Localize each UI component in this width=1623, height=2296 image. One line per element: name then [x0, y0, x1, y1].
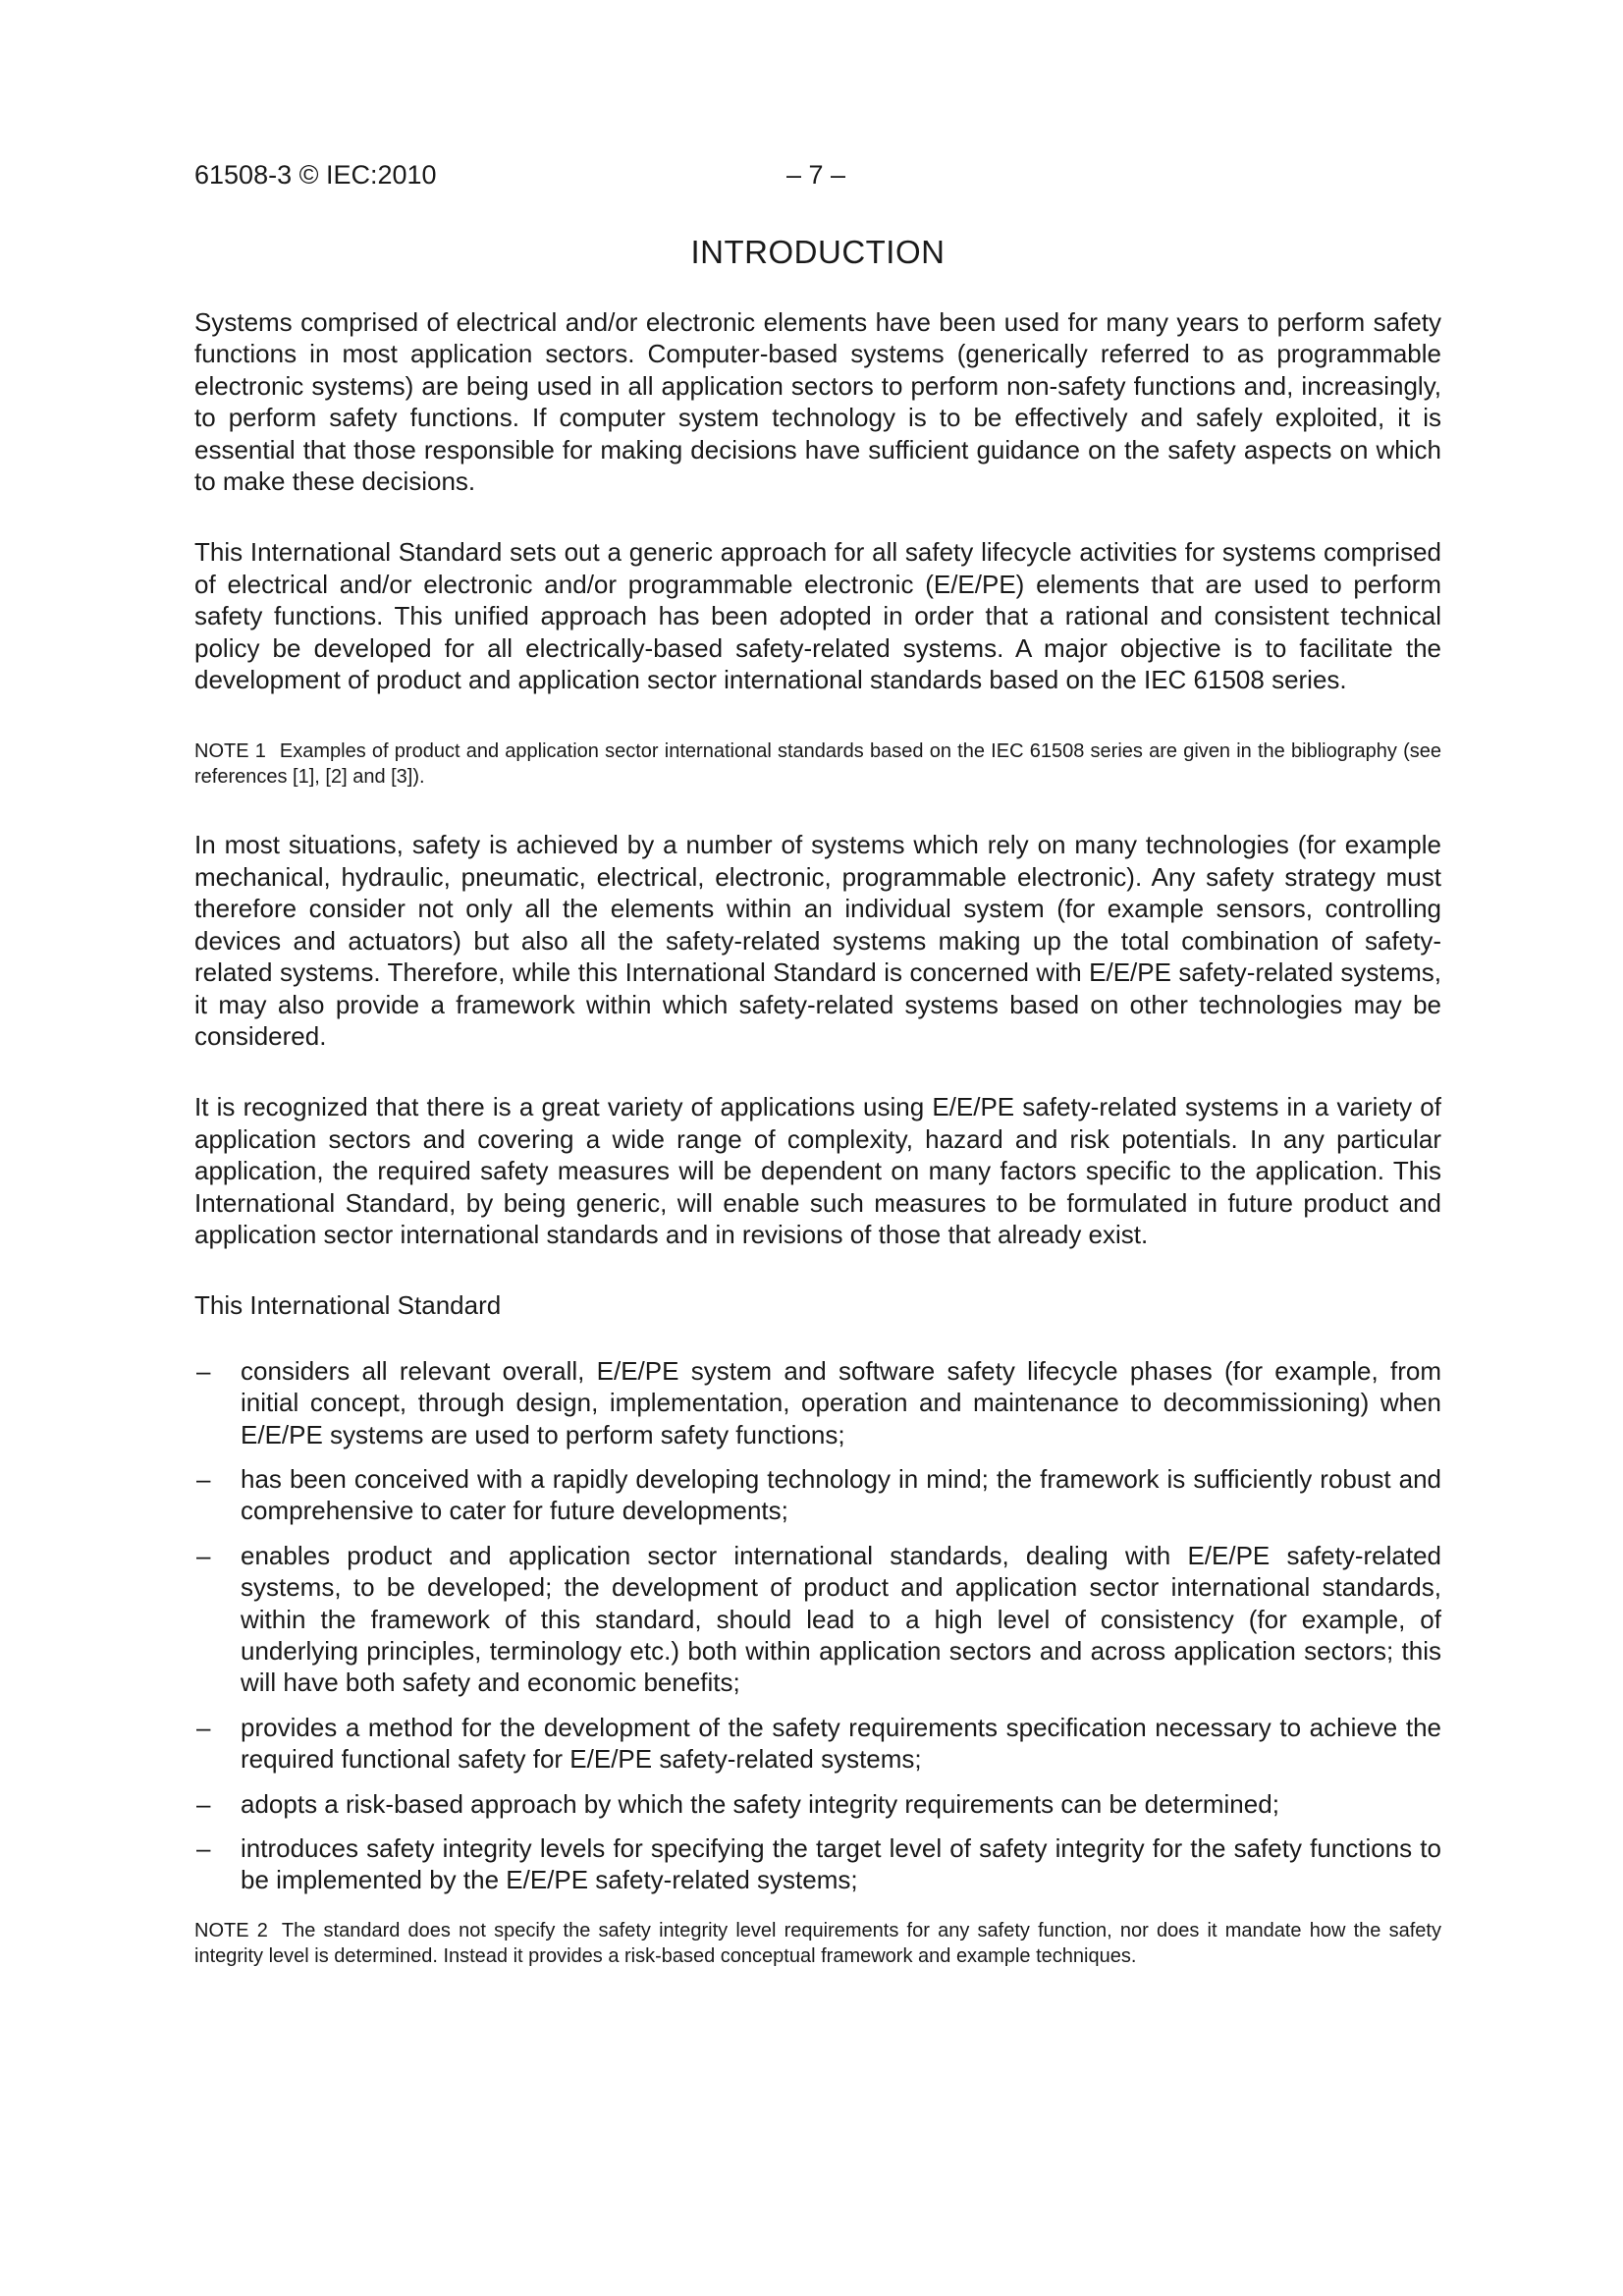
- dash-bullet: –: [196, 1788, 211, 1819]
- dash-bullet: –: [196, 1712, 211, 1742]
- paragraph: Systems comprised of electrical and/or electronic elements have been used for many years to perform safety functions in most application sectors. Computer-based systems (generically referred to as programmable electronic systems) are being used in all application sectors to perform non-safety functions and, increasingly, to perform safety functions. If computer system technology is to be effectively and safely exploited, it is essential that those responsible for making decisions have sufficient guidance on the safety aspects on which to make these decisions.: [194, 307, 1441, 497]
- dash-bullet: –: [196, 1355, 211, 1386]
- paragraph: In most situations, safety is achieved by a number of systems which rely on many technologies (for example mechanical, hydraulic, pneumatic, electrical, electronic, programmable electronic). Any safety strategy must therefore consider not only all the elements within an individual system (for example sensors, controlling devices and actuators) but also all the safety-related systems making up the total combination of safety-related systems. Therefore, while this International Standard is concerned with E/E/PE safety-related systems, it may also provide a framework within which safety-related systems based on other technologies may be considered.: [194, 830, 1441, 1051]
- document-body: [194, 306, 1441, 1969]
- document-id: 61508-3 © IEC:2010: [194, 160, 437, 190]
- list-item-text: enables product and application sector international standards, dealing with E/E/PE safety-related systems, to be developed; the development of product and application sector international standards, within the framework of this standard, should lead to a high level of consistency (for example, of underlying principles, terminology etc.) both within application sectors and across application sectors; this will have both safety and economic benefits;: [241, 1540, 1441, 1698]
- bulleted-list: [194, 1355, 1441, 1896]
- list-item-text: provides a method for the development of the safety requirements specification necessary to achieve the required functional safety for E/E/PE safety-related systems;: [241, 1712, 1441, 1775]
- note-label: NOTE 1: [194, 740, 266, 763]
- list-item-text: has been conceived with a rapidly developing technology in mind; the framework is sufficiently robust and comprehensive to cater for future developments;: [241, 1463, 1441, 1526]
- list-item-text: adopts a risk-based approach by which the safety integrity requirements can be determined;: [241, 1788, 1279, 1819]
- dash-bullet: –: [196, 1463, 211, 1494]
- list-item: [194, 1355, 1441, 1450]
- note-text: The standard does not specify the safety integrity level requirements for any safety function, nor does it mandate how the safety integrity level is determined. Instead it provides a risk-based conceptual framework and example techniques.: [194, 1919, 1441, 1967]
- list-item-text: considers all relevant overall, E/E/PE system and software safety lifecycle phases (for example, from initial concept, through design, implementation, operation and maintenance to decommissioning) when E/E/PE systems are used to perform safety functions;: [241, 1355, 1441, 1449]
- note-text: Examples of product and application sector international standards based on the IEC 61508 series are given in the bibliography (see references [1], [2] and [3]).: [194, 740, 1441, 789]
- dash-bullet: –: [196, 1833, 211, 1864]
- paragraph: It is recognized that there is a great variety of applications using E/E/PE safety-related systems in a variety of application sectors and covering a wide range of complexity, hazard and risk potentials. In any particular application, the required safety measures will be dependent on many factors specific to the application. This International Standard, by being generic, will enable such measures to be formulated in future product and application sector international standards and in revisions of those that already exist.: [194, 1092, 1441, 1249]
- list-item-text: introduces safety integrity levels for specifying the target level of safety integrity for the safety functions to be implemented by the E/E/PE safety-related systems;: [241, 1833, 1441, 1895]
- dash-bullet: –: [196, 1540, 211, 1570]
- list-item: [194, 1712, 1441, 1776]
- note-label: NOTE 2: [194, 1919, 268, 1941]
- page-header: [194, 155, 1441, 194]
- list-item: [194, 1463, 1441, 1527]
- note-2: [194, 1918, 1441, 1969]
- paragraph: This International Standard: [194, 1290, 502, 1321]
- list-item: [194, 1832, 1441, 1896]
- page-number: – 7 –: [786, 160, 846, 190]
- paragraph: This International Standard sets out a generic approach for all safety lifecycle activities for systems comprised of electrical and/or electronic and/or programmable electronic (E/E/PE) elements that are used to perform safety functions. This unified approach has been adopted in order that a rational and consistent technical policy be developed for all electrically-based safety-related systems. A major objective is to facilitate the development of product and application sector international standards based on the IEC 61508 series.: [194, 537, 1441, 695]
- section-title: INTRODUCTION: [690, 234, 946, 270]
- list-item: [194, 1540, 1441, 1699]
- list-item: [194, 1788, 1441, 1820]
- note-1: [194, 738, 1441, 790]
